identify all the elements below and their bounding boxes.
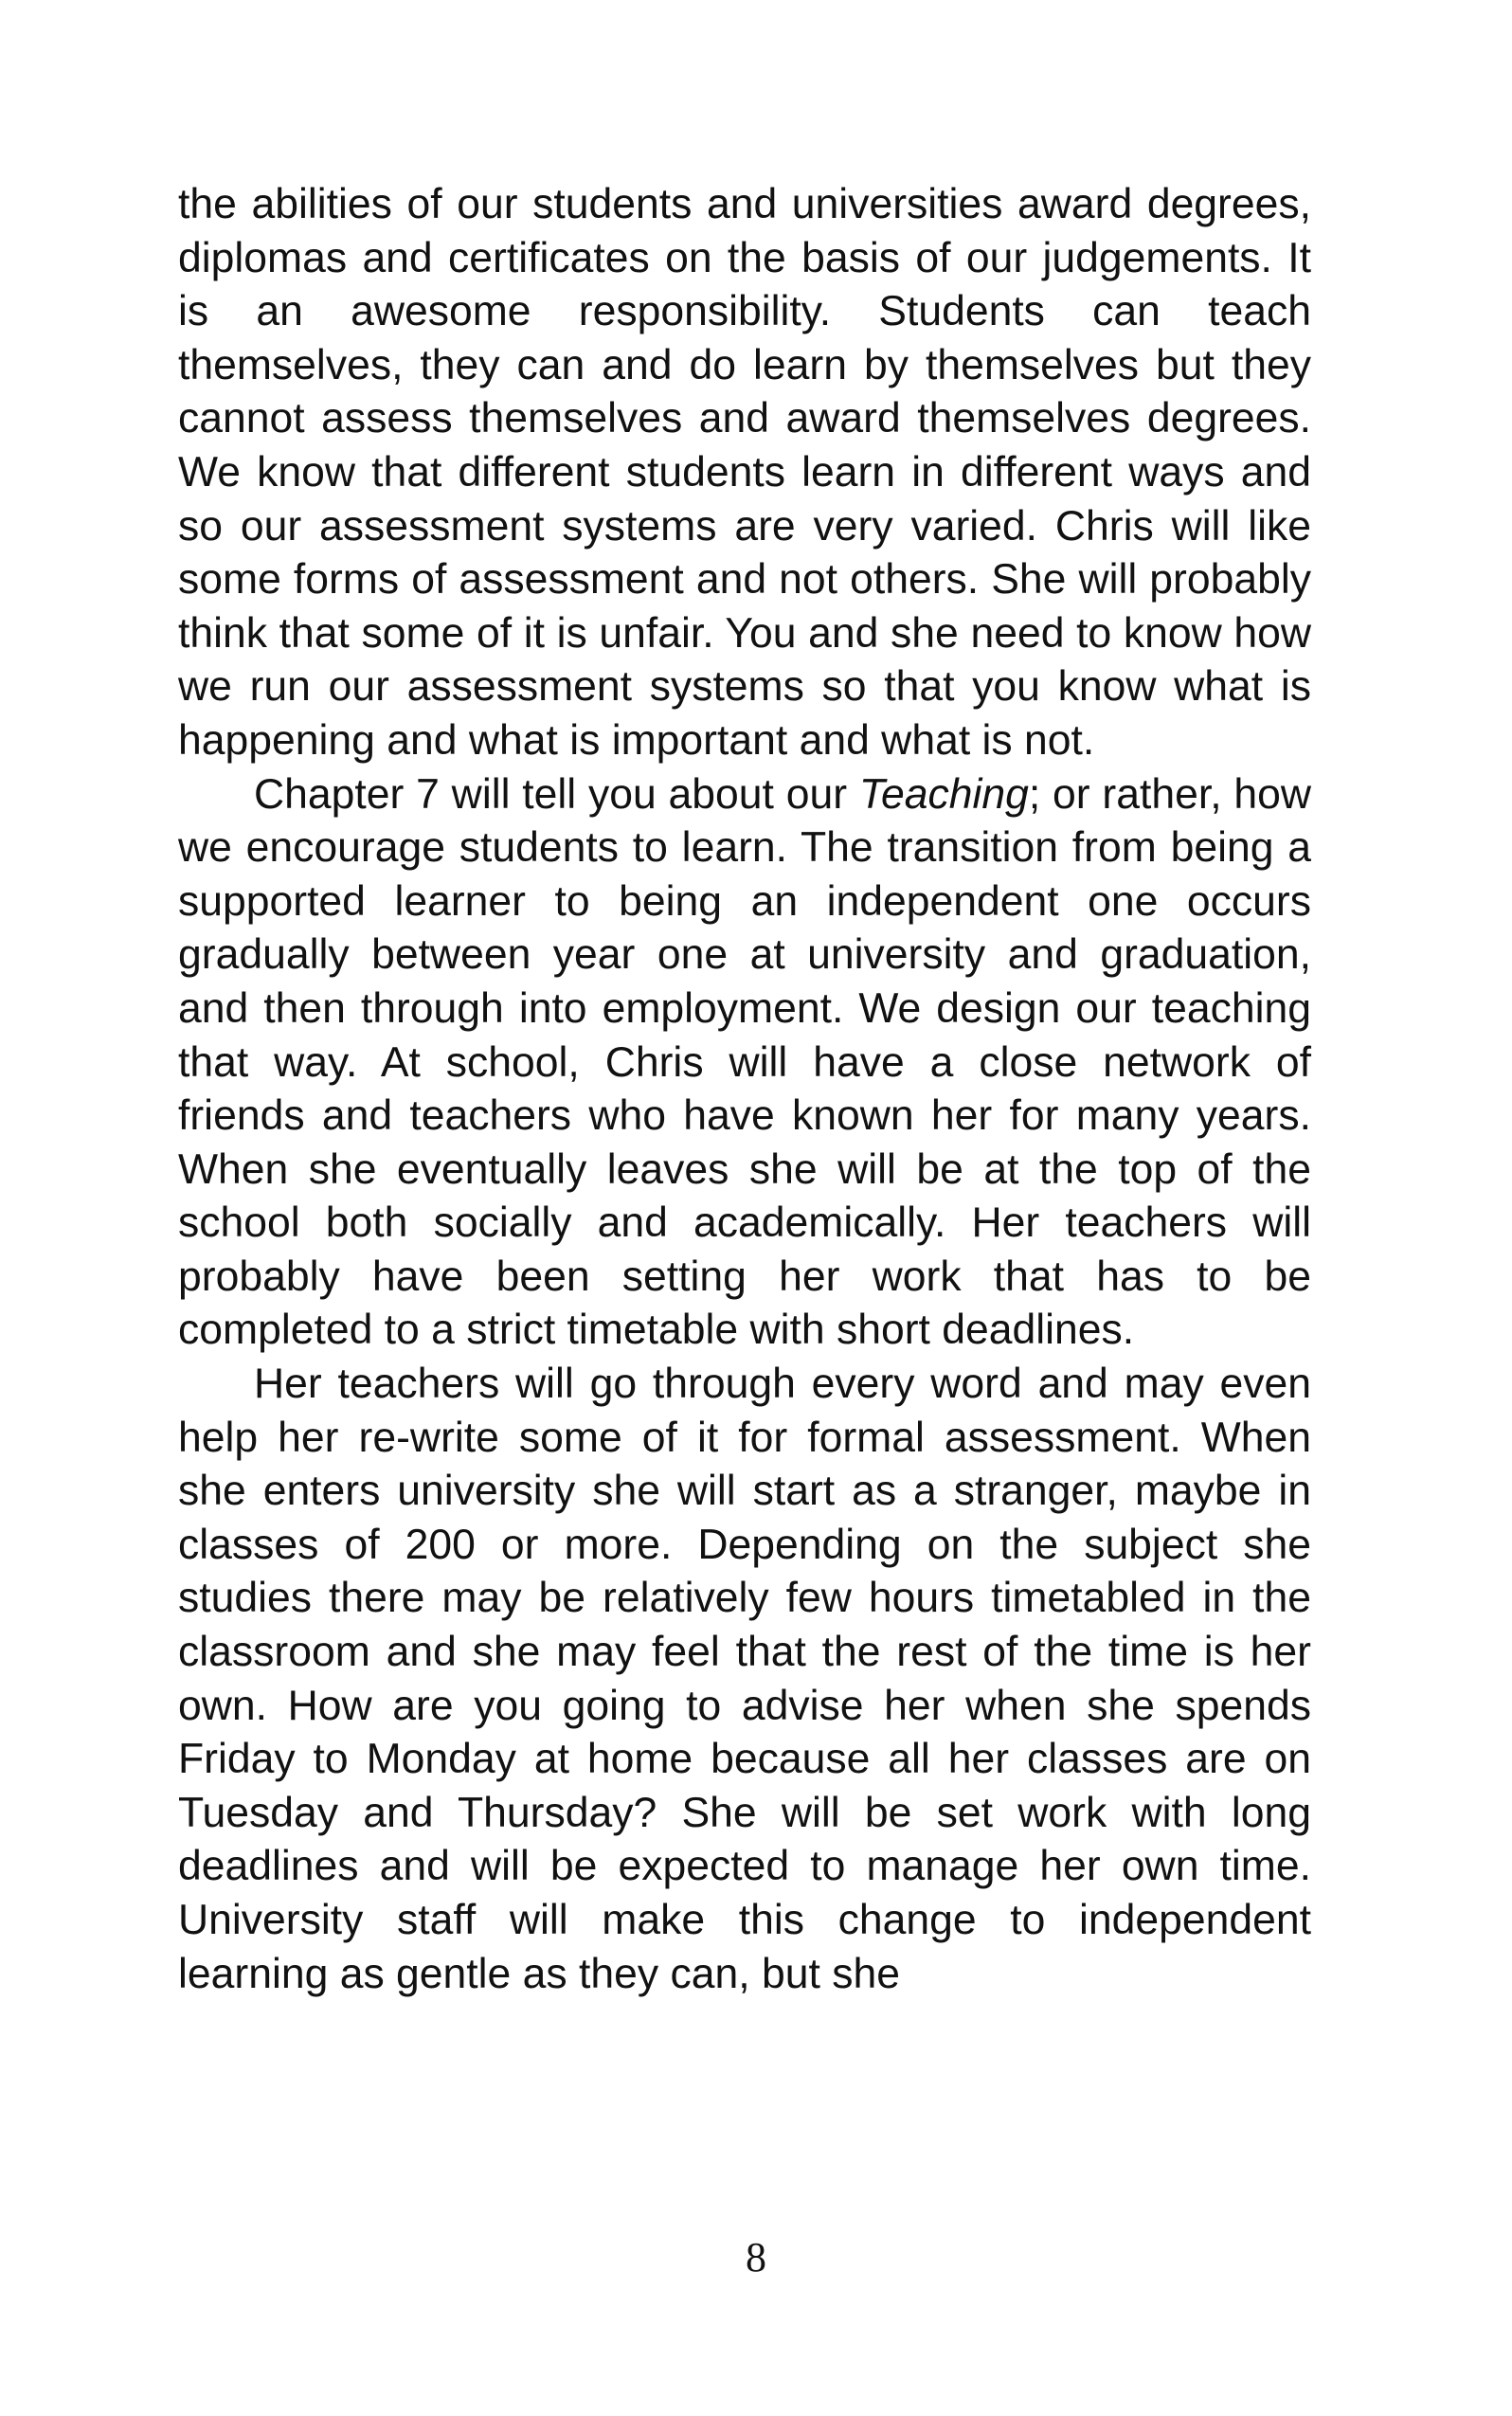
paragraph-assessment: the abilities of our students and universities award degrees, diplomas and certificates on the basis of our judgements. It is an awesome responsibility. Students can teach themselves, they can and do learn by themselves but they cannot assess themselves and award themselves degrees. We know that different students learn in different ways and so our assessment systems are very varied. Chris will like some forms of assessment and not others. She will probably think that some of it is unfair. You and she need to know how we run our assessment systems so that you know what is happening and what is important and what is not. <box>178 181 1311 764</box>
paragraph-teaching-rest: ; or rather, how we encourage students to learn. The transition from being a supported learner to being an independent one occurs gradually between year one at university and graduation, and then through into employment. We design our teaching that way. At school, Chris will have a close network of friends and teachers who have known her for many years. When she eventually leaves she will be at the top of the school both socially and academically. Her teachers will probably have been setting her work that has to be completed to a strict timetable with short deadlines. <box>178 770 1312 1354</box>
page-number: 8 <box>746 2234 766 2281</box>
teaching-emphasis: Teaching <box>858 770 1029 818</box>
paragraph-independent-learning: Her teachers will go through every word and may even help her re-write some of it for formal assessment. When she enters university she will start as a stranger, maybe in classes of 200 or more. Depending on the subject she studies there may be relatively few hours timetabled in the classroom and she may feel that the rest of the time is her own. How are you going to advise her when she spends Friday to Monday at home because all her classes are on Tuesday and Thursday? She will be set work with long deadlines and will be expected to manage her own time. University staff will make this change to independent learning as gentle as they can, but she <box>178 1361 1311 1997</box>
paragraph-teaching <box>178 768 1311 1359</box>
body-text <box>178 178 1311 2001</box>
paragraph-teaching-start: Chapter 7 will tell you about our <box>254 770 859 818</box>
